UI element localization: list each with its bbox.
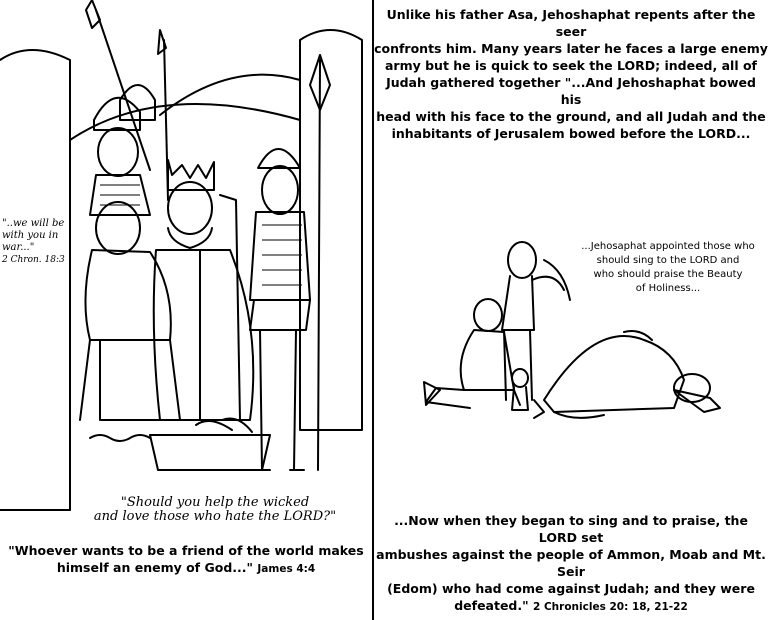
victory-line: ...Now when they began to sing and to praise, the LORD set (394, 513, 748, 545)
victory-reference: 2 Chronicles 20: 18, 21-22 (533, 601, 688, 613)
narrative-line: army but he is quick to seek the LORD; indeed, all of (384, 58, 757, 73)
singers-line: of Holiness... (635, 283, 701, 294)
narrative-text (374, 6, 768, 142)
narrative-line: Judah gathered together "...And Jehoshaphat bowed his (386, 75, 756, 107)
caption-line: himself an enemy of God..." (56, 560, 254, 575)
side-quote-line: war..." (2, 242, 35, 253)
side-quote-reference: 2 Chron. 18:3 (2, 255, 65, 265)
narrative-line: confronts him. Many years later he faces a large enemy (374, 41, 768, 56)
singers-line: who should praise the Beauty (593, 269, 743, 280)
king-speech (60, 496, 370, 524)
victory-line: (Edom) who had come against Judah; and they were (387, 581, 755, 596)
side-quote-line: "..we will be (2, 218, 65, 229)
victory-line: ambushes against the people of Ammon, Moab and Mt. Seir (376, 547, 766, 579)
narrative-line: head with his face to the ground, and all Judah and the (376, 109, 766, 124)
side-quote-line: with you in (2, 230, 59, 241)
king-speech-line: and love those who hate the LORD?" (93, 509, 337, 524)
narrative-line: Unlike his father Asa, Jehoshaphat repents after the seer (386, 7, 756, 39)
side-quote (2, 218, 82, 266)
narrative-line: inhabitants of Jerusalem bowed before the LORD... (391, 126, 751, 141)
victory-line: defeated." (454, 598, 529, 613)
singers-line: ...Jehosaphat appointed those who (581, 241, 755, 252)
king-speech-line: "Should you help the wicked (120, 495, 310, 510)
singers-line: should sing to the LORD and (596, 255, 740, 266)
right-panel (374, 0, 768, 620)
victory-text (374, 512, 768, 616)
caption-reference: James 4:4 (257, 563, 316, 575)
left-panel (0, 0, 372, 620)
james-caption (4, 542, 368, 578)
bowing-worshippers-illustration (374, 240, 768, 450)
caption-line: "Whoever wants to be a friend of the world makes (8, 543, 364, 558)
